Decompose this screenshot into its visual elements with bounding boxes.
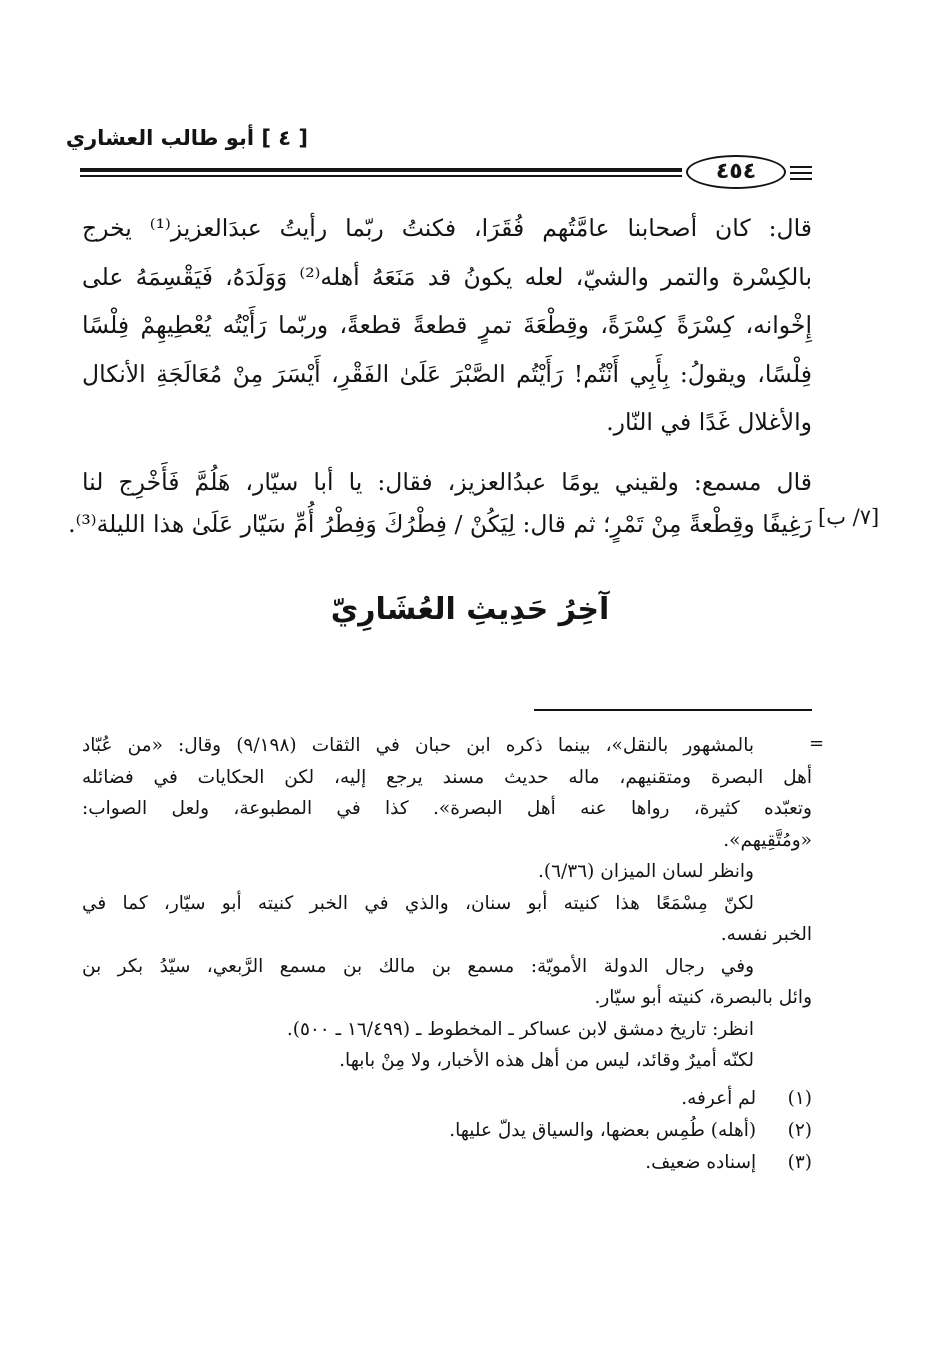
header-rule-thin <box>80 175 682 177</box>
header-rule-short <box>790 178 812 180</box>
main-paragraph-1 <box>82 204 812 447</box>
running-title: [ ٤ ] أبو طالب العشاري <box>65 126 308 150</box>
footnote-continuation <box>82 730 812 1077</box>
footnote-line: لكنّ مِسْمَعًا هذا كنيته أبو سنان، والذي في الخبر كنيته أبو سيّار، كما في <box>82 892 754 914</box>
footnotes <box>82 730 812 1179</box>
footnote-line: وائل بالبصرة، كنيته أبو سيّار. <box>594 987 812 1008</box>
footnote-line: وفي رجال الدولة الأمويّة: مسمع بن مالك بن مسمع الرَّبعي، سيّدُ بكر بن <box>82 955 754 977</box>
footnote-line: الخبر نفسه. <box>720 924 812 945</box>
manuscript-folio-note: [٧/ ب] <box>818 505 880 529</box>
text-line: فِلْسًا، ويقولُ: بِأَبِي أَنْتُم! رَأَيْتُم الصَّبْرَ عَلَىٰ الفَقْرِ، أَيْسَرَ مِنْ مُعَالَجَةِ الأنكال <box>82 359 812 388</box>
text-line: قال مسمع: ولقيني يومًا عبدُالعزيز، فقال: يا أبا سيّار، هَلُمَّ فَأَخْرِج لنا <box>82 468 812 496</box>
footnote-number: (١) <box>787 1087 812 1109</box>
footnote-item <box>82 1083 812 1115</box>
page-number: ٤٥٤ <box>686 155 786 189</box>
text-line: والأغلال غَدًا في النّار. <box>606 408 812 436</box>
footnote-number: (٢) <box>787 1119 812 1141</box>
footnote-number: (٣) <box>787 1151 812 1173</box>
footnote-text: إسناده ضعيف. <box>645 1151 757 1173</box>
text-line: إِخْوانه، كِسْرَةً كِسْرَةً، وقِطْعَةَ تمرٍ قطعةً قطعةً، وربّما رَأَيْتُه يُعْطِيهِمْ فِلْسًا <box>82 311 812 339</box>
text-line: قال: كان أصحابنا عامَّتُهم فُقَرَا، فكنتُ ربّما رأيتُ عبدَالعزيز⁽¹⁾ يخرج <box>82 214 812 242</box>
footnote-separator <box>534 709 812 711</box>
header-rule-short <box>790 166 812 168</box>
footnote-line: «ومُتَّقِيهم». <box>723 829 812 851</box>
footnote-list <box>82 1083 812 1179</box>
continuation-marker: = <box>809 733 825 754</box>
footnote-text: لم أعرفه. <box>681 1087 757 1109</box>
footnote-line: انظر: تاريخ دمشق لابن عساكر ـ المخطوط ـ (١٦/٤٩٩ ـ ٥٠٠). <box>286 1018 754 1040</box>
header-rule-thick <box>80 168 682 172</box>
footnote-line: بالمشهور بالنقل»، بينما ذكره ابن حبان في الثقات (٩/١٩٨) وقال: «من عُبّاد <box>82 735 754 756</box>
header-rule-short <box>790 172 812 174</box>
footnote-line: وانظر لسان الميزان (٦/٣٦). <box>538 861 754 882</box>
footnote-text: (أهله) طُمِس بعضها، والسياق يدلّ عليها. <box>449 1119 757 1141</box>
footnote-line: لكنّه أميرٌ وقائد، ليس من أهل هذه الأخبار، ولا مِنْ بابها. <box>339 1050 754 1071</box>
section-title: آخِرُ حَدِيثِ العُشَارِيّ <box>330 592 610 627</box>
text-line: بالكِسْرة والتمر والشيّ، لعله يكونُ قد مَنَعَهُ أهله⁽²⁾ وَوَلَدَهُ، فَيَقْسِمَهُ على <box>82 262 812 291</box>
footnote-item <box>82 1147 812 1179</box>
footnote-line: أهل البصرة ومتقنيهم، ماله حديث مسند يرجع إليه، لكن الحكايات في فضائله <box>82 766 812 788</box>
main-paragraph-2 <box>68 461 812 545</box>
footnote-item <box>82 1115 812 1147</box>
footnote-line: وتعبّده كثيرة، رواها عنه أهل البصرة». كذا في المطبوعة، ولعل الصواب: <box>82 798 812 819</box>
text-line: رَغِيفًا وقِطْعةً مِنْ تَمْرٍ؛ ثم قال: لِيَكُنْ / فِطْرُكَ وَفِطْرُ أُمِّ سَيّار عَلَىٰ هذا الليلة⁽³⁾. <box>68 510 812 538</box>
